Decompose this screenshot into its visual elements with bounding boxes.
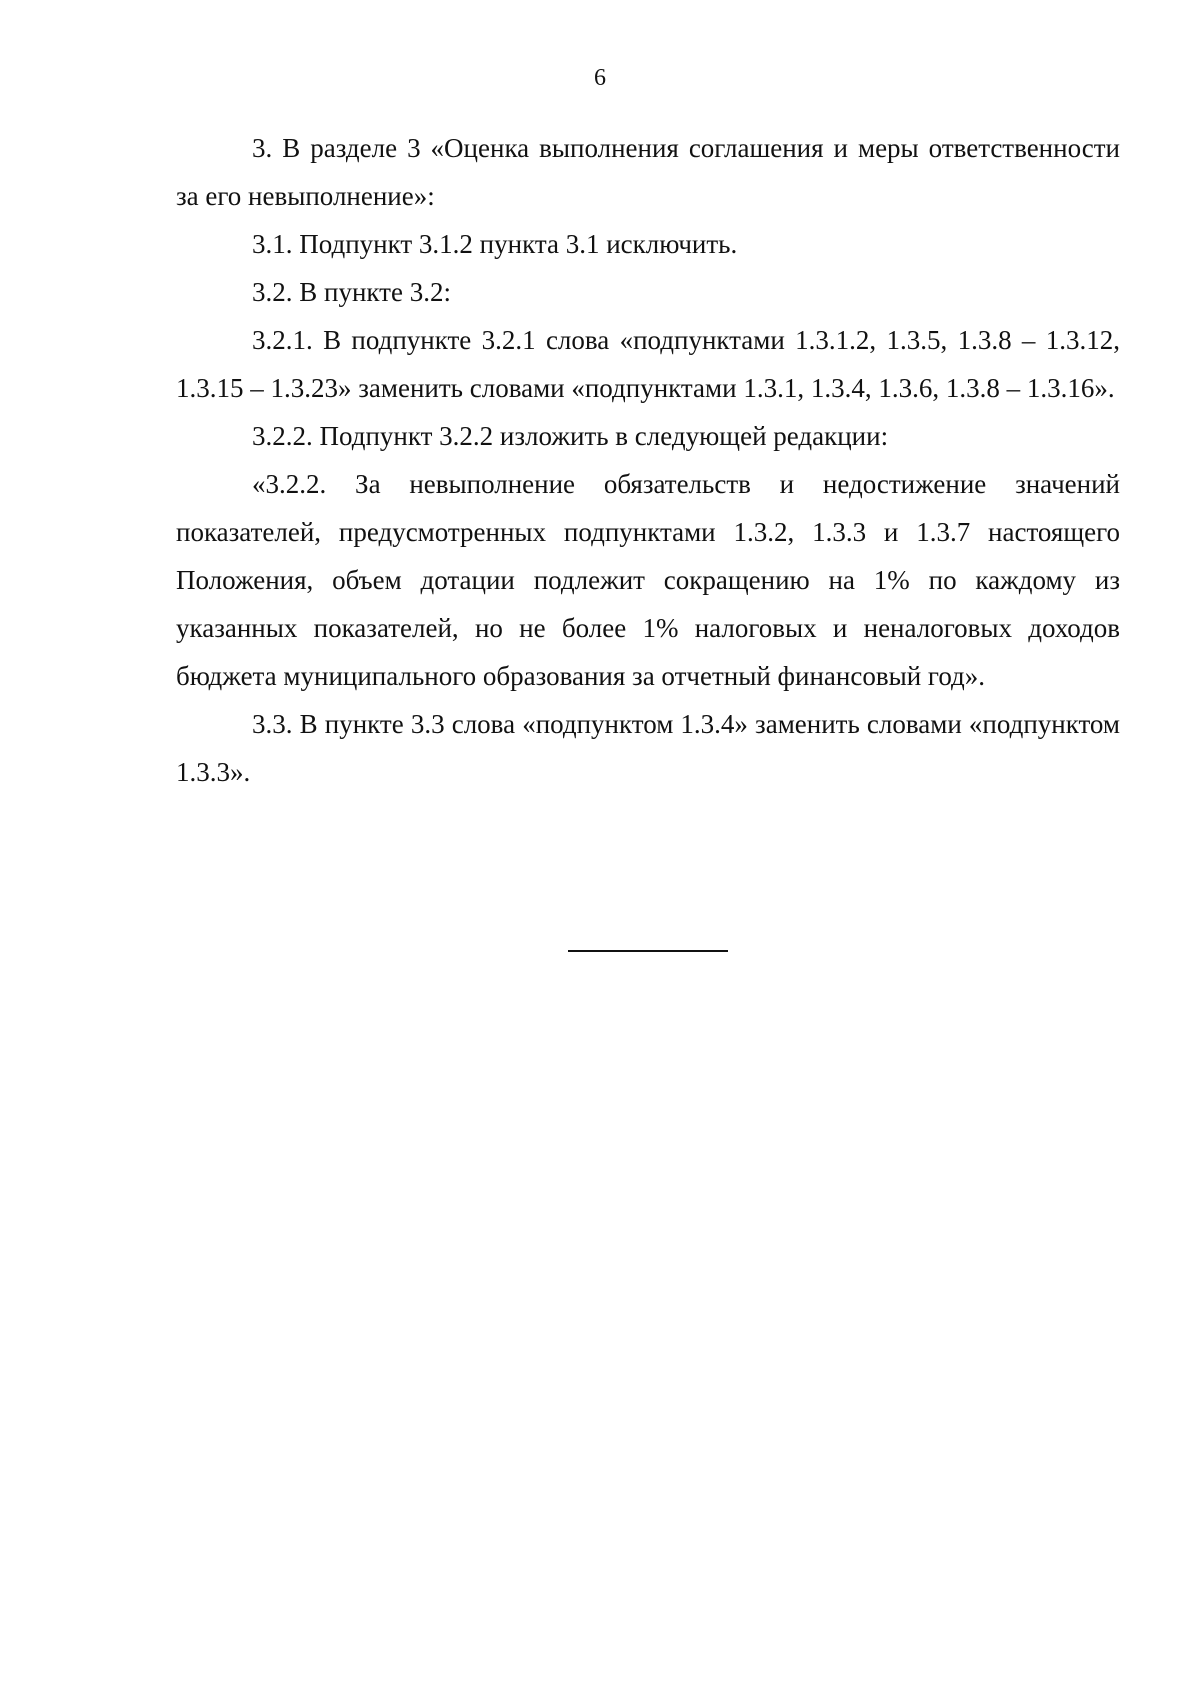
paragraph-3-2-1: 3.2.1. В подпункте 3.2.1 слова «подпунктами 1.3.1.2, 1.3.5, 1.3.8 – 1.3.12, 1.3.15 – 1.3.23» заменить словами «подпунктами 1.3.1, 1.3.4, 1.3.6, 1.3.8 – 1.3.16».: [176, 325, 1120, 403]
paragraph-3-3: 3.3. В пункте 3.3 слова «подпунктом 1.3.4» заменить словами «подпунктом 1.3.3».: [176, 709, 1120, 787]
paragraph-section-3: 3. В разделе 3 «Оценка выполнения соглашения и меры ответственности за его невыполнение»:: [176, 133, 1120, 211]
paragraph-3-2-2: 3.2.2. Подпункт 3.2.2 изложить в следующей редакции:: [252, 421, 889, 451]
page-number: 6: [594, 65, 606, 91]
document-body: [176, 124, 1120, 796]
paragraph-3-2-2-new-text: «3.2.2. За невыполнение обязательств и недостижение значений показателей, предусмотренных подпунктами 1.3.2, 1.3.3 и 1.3.7 настоящего Положения, объем дотации подлежит сокращению на 1% по каждому из указанных показателей, но не более 1% налоговых и неналоговых доходов бюджета муниципального образования за отчетный финансовый год».: [176, 469, 1120, 691]
end-separator-line: [568, 950, 728, 952]
paragraph-3-1: 3.1. Подпункт 3.1.2 пункта 3.1 исключить.: [252, 229, 738, 259]
paragraph-3-2: 3.2. В пункте 3.2:: [252, 277, 451, 307]
